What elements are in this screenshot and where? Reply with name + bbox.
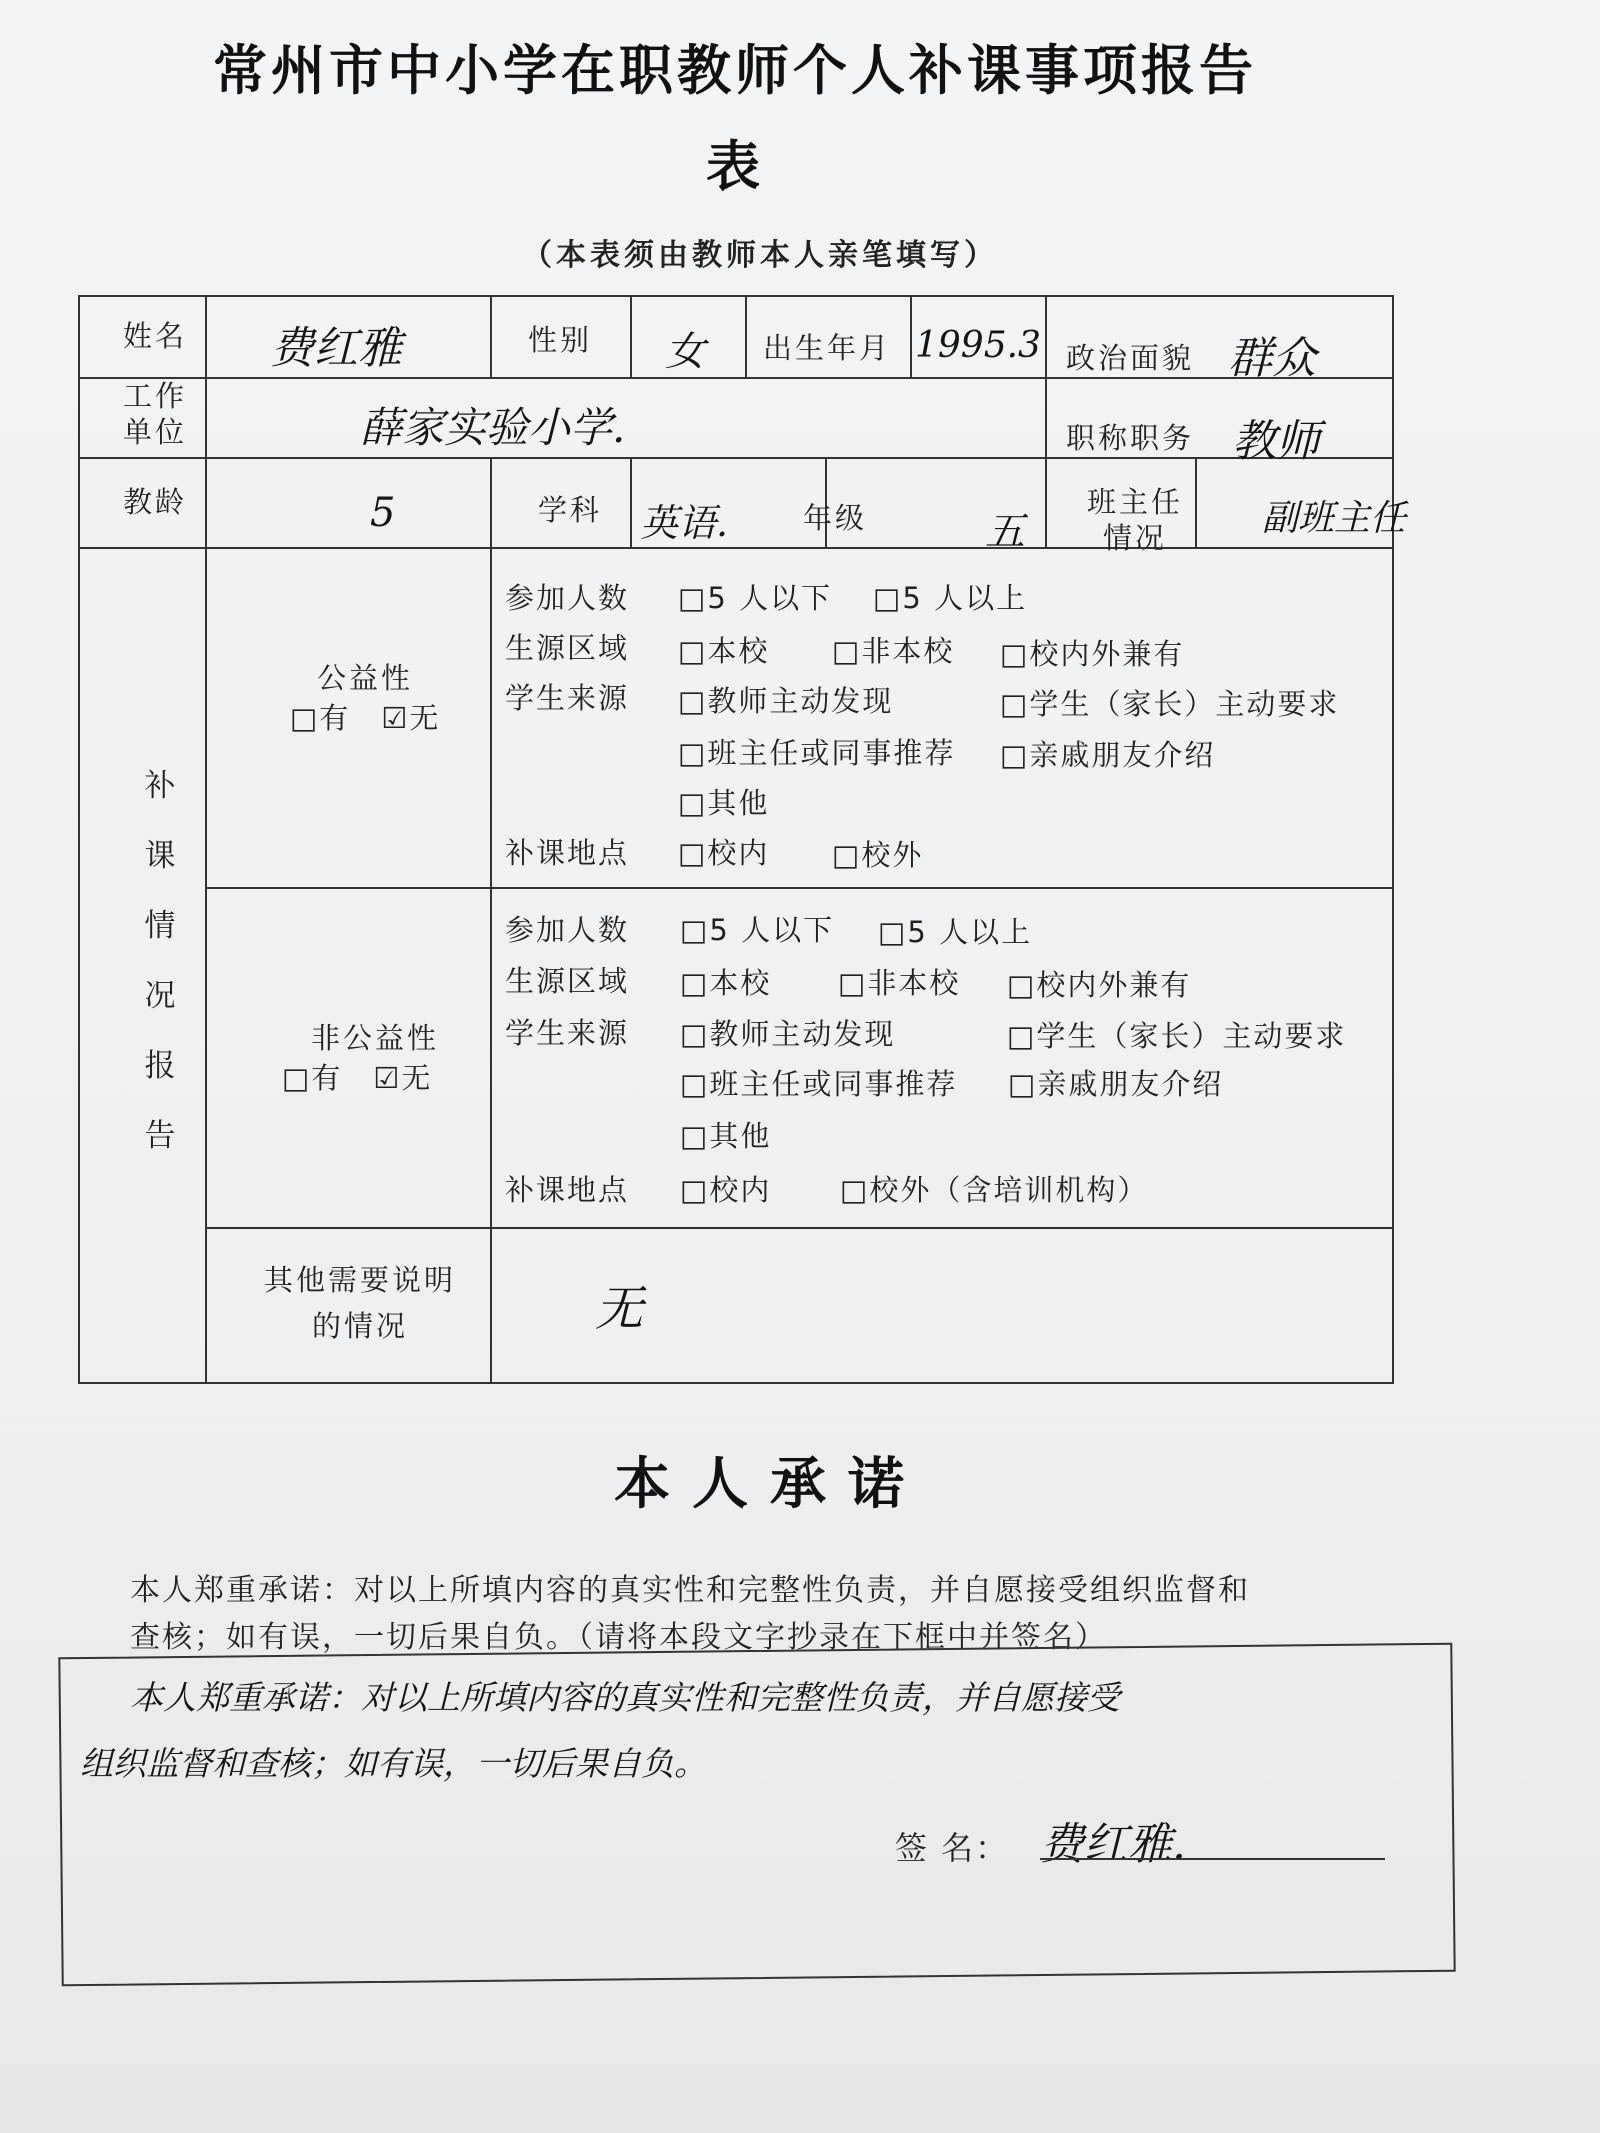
col-divider <box>630 457 632 547</box>
political-value[interactable]: 群众 <box>1228 333 1316 384</box>
grade-label: 年级 <box>802 501 867 535</box>
signature-value[interactable]: 费红雅. <box>1040 1819 1186 1870</box>
nonpublic-source-student[interactable]: □学生（家长）主动要求 <box>1007 1019 1347 1053</box>
other-remarks-label: 其他需要说明 <box>263 1263 456 1297</box>
col-divider <box>745 297 747 377</box>
col-divider <box>205 297 207 1382</box>
nonpublic-region-own[interactable]: □本校 <box>680 966 772 1000</box>
pledge-text-line1: 本人郑重承诺：对以上所填内容的真实性和完整性负责，并自愿接受组织监督和 <box>130 1573 1250 1608</box>
col-divider <box>630 297 632 377</box>
public-location-label: 补课地点 <box>505 836 630 870</box>
other-remarks-value[interactable]: 无 <box>595 1281 644 1337</box>
head-teacher-label: 班主任 情况 <box>1086 485 1183 555</box>
public-region-other[interactable]: □非本校 <box>832 634 955 668</box>
col-divider <box>490 457 492 1382</box>
title-position-label: 职称职务 <box>1065 421 1194 455</box>
nonpublic-source-label: 学生来源 <box>505 1016 630 1050</box>
nonpublic-location-inside[interactable]: □校内 <box>680 1173 772 1207</box>
public-source-student[interactable]: □学生（家长）主动要求 <box>1000 687 1340 721</box>
subject-label: 学科 <box>537 493 602 527</box>
birth-label: 出生年月 <box>762 331 891 365</box>
work-unit-value[interactable]: 薛家实验小学. <box>360 403 626 452</box>
public-source-label: 学生来源 <box>505 681 630 715</box>
nonpublic-location-outside[interactable]: □校外（含培训机构） <box>840 1173 1149 1207</box>
row-divider <box>80 547 1392 549</box>
political-label: 政治面貌 <box>1065 341 1194 375</box>
nonpublic-choice[interactable]: □有 ☑无 <box>282 1061 433 1095</box>
birth-value[interactable]: 1995.3 <box>915 325 1041 366</box>
public-location-inside[interactable]: □校内 <box>678 836 770 870</box>
public-source-relative[interactable]: □亲戚朋友介绍 <box>1000 738 1216 772</box>
nonpublic-source-referral[interactable]: □班主任或同事推荐 <box>680 1067 958 1101</box>
public-count-label: 参加人数 <box>505 581 630 615</box>
section-label-vertical: 补 课 情 况 报 告 <box>144 768 176 1154</box>
nonpublic-source-relative[interactable]: □亲戚朋友介绍 <box>1008 1067 1224 1101</box>
col-divider <box>910 297 912 377</box>
subject-value[interactable]: 英语. <box>640 501 729 545</box>
public-region-label: 生源区域 <box>505 631 630 665</box>
gender-value[interactable]: 女 <box>665 329 705 375</box>
public-count-over5[interactable]: □5 人以上 <box>873 581 1028 615</box>
name-label: 姓名 <box>122 319 187 353</box>
form-subtitle: （本表须由教师本人亲笔填写） <box>522 238 998 273</box>
public-source-referral[interactable]: □班主任或同事推荐 <box>678 736 956 770</box>
nonpublic-region-other[interactable]: □非本校 <box>838 966 961 1000</box>
other-remarks-label-line2: 的情况 <box>311 1309 408 1343</box>
col-divider <box>1045 297 1047 547</box>
nonpublic-count-over5[interactable]: □5 人以上 <box>878 915 1033 949</box>
head-teacher-value[interactable]: 副班主任 <box>1262 498 1407 539</box>
nonpublic-label: 非公益性 <box>310 1021 439 1055</box>
pledge-title: 本人承诺 <box>614 1452 926 1517</box>
pledge-text-line2: 查核；如有误，一切后果自负。（请将本段文字抄录在下框中并签名） <box>130 1620 1107 1655</box>
row-divider <box>205 1227 1392 1229</box>
gender-label: 性别 <box>527 323 592 357</box>
title-position-value[interactable]: 教师 <box>1232 416 1320 467</box>
nonpublic-region-label: 生源区域 <box>505 964 630 998</box>
grade-value[interactable]: 五 <box>985 509 1025 555</box>
teaching-years-value[interactable]: 5 <box>370 490 396 536</box>
nonpublic-region-both[interactable]: □校内外兼有 <box>1007 968 1192 1002</box>
signature-line <box>1040 1858 1385 1860</box>
public-source-other[interactable]: □其他 <box>678 786 770 820</box>
col-divider <box>1195 457 1197 547</box>
nonpublic-count-label: 参加人数 <box>505 913 630 947</box>
public-count-under5[interactable]: □5 人以下 <box>678 581 833 615</box>
public-region-both[interactable]: □校内外兼有 <box>1000 637 1185 671</box>
teaching-years-label: 教龄 <box>122 485 187 519</box>
nonpublic-count-under5[interactable]: □5 人以下 <box>680 913 835 947</box>
nonpublic-source-other[interactable]: □其他 <box>680 1119 772 1153</box>
public-choice[interactable]: □有 ☑无 <box>290 701 441 735</box>
name-value[interactable]: 费红雅 <box>270 323 402 374</box>
nonpublic-location-label: 补课地点 <box>505 1173 630 1207</box>
public-source-teacher[interactable]: □教师主动发现 <box>678 684 894 718</box>
work-unit-label: 工作 单位 <box>122 379 187 449</box>
row-divider <box>80 377 1392 379</box>
public-region-own[interactable]: □本校 <box>678 634 770 668</box>
pledge-handwritten-line2: 组织监督和查核；如有误，一切后果自负。 <box>80 1744 707 1783</box>
public-location-outside[interactable]: □校外 <box>832 838 924 872</box>
public-label: 公益性 <box>316 661 413 695</box>
form-title-continued: 表 <box>706 135 764 198</box>
form-title: 常州市中小学在职教师个人补课事项报告 <box>213 39 1257 102</box>
nonpublic-source-teacher[interactable]: □教师主动发现 <box>680 1017 896 1051</box>
row-divider <box>205 887 1392 889</box>
signature-label: 签 名： <box>895 1829 1010 1867</box>
pledge-handwritten-line1: 本人郑重承诺：对以上所填内容的真实性和完整性负责，并自愿接受 <box>130 1678 1120 1717</box>
